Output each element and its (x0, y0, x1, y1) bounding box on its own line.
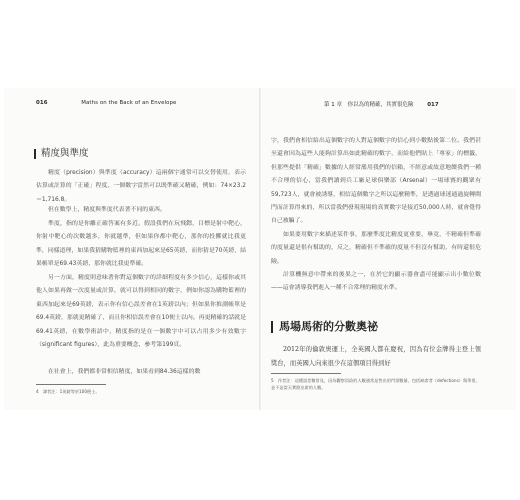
right-running-head (324, 100, 439, 108)
right-footnote: 5 作者注：這種誤差數常見，因為觀察員給的人數通常是售出的門票數量，包括缺席者（defections）與季票，並不是當天實際出席的人數。 (271, 378, 480, 390)
left-paragraph-1: 精度（precision）與準度（accuracy）這兩個字通常可以交替使用，表示估算或計算的「正確」程度，一個數字當然可以既準確又精確，例如：74×23.2＝1,716.8。 (36, 170, 246, 203)
left-paragraph-5: 在社會上，我們都非常相信精度，如果看到84.36這樣的數 (48, 369, 201, 375)
right-chapter-head: 第 1 章 你以為的精確，其實很危險 (324, 102, 414, 108)
section-title-precision: 精度與準度 (34, 149, 89, 159)
left-page-number: 016 (36, 100, 48, 106)
right-page-number: 017 (427, 102, 439, 108)
left-paragraph-4: 另一方面，精度則意味著你對這個數字的詳細程度有多少信心，這樣你或其他人如果再做一次度量或計算，就可以得到相同的數字，例如你認為購物籃裡的東西加起來是69英鎊，表示你有信心誤差會在1英鎊以內；但如果你推測帳單是69.4英鎊，那就更精確了，而且你相信誤差會在10便士以內。再更精確的話就是69.41英鎊，在數學術語中，精度指的是在一個數字中可以占用多少有效數字（significant figures），此為重要概念，參考第199頁。 (36, 275, 246, 349)
left-paragraph-2: 但在數學上，精度與準度代表著不同的東西。 (48, 207, 166, 213)
right-paragraph-1: 字，我們會相信給出這個數字的人對這個數字的信心到小數點後第二位。我們甚至還會因為這些人能夠計算出如此精確的數字，而給他們貼上「專家」的標籤，但那些提供「精確」數據的人經常濫用我們的信賴，不經意或故意地餵我們一種不合理的信心，當我們讀到兵工廠足球俱樂部（Arsenal）一場球賽的觀眾有59,723人，就會被誘導，相信這個數字之所以這麼精準，是透過球迷通過旋轉閘門而計算得來的，所以當我們發現現場的真實數字是接近50,000人時，就會覺得自己被騙了。 (271, 138, 481, 225)
section-title-dressage: 馬場馬術的分數奧祕 (271, 321, 378, 333)
left-footnote-rule (36, 384, 106, 385)
right-paragraph-3: 計算機無意中帶來的後果之一，在於它的顯示器會盡可能顯示出小數位數——這會誘導我們進入一種不合常理的精度水準。 (271, 272, 481, 292)
book-fold (259, 88, 261, 410)
right-paragraph-2: 如果要用數字來描述某件事，那麼準度比精度更重要，畢竟，不精確但準確的度量還是很有幫助的，反之，精確但不準確的度量不但沒有幫助，有時還很危險。 (271, 232, 481, 265)
right-body-paragraph: 2012年的倫敦奧運上，全英國人都在慶祝，因為有位金牌得主登上領獎台，而英國人向來很少在這個項目得到好 (271, 346, 481, 367)
left-header-title: Maths on the Back of an Envelope (81, 100, 177, 106)
left-paragraph-3: 準度，指的是你離正確答案有多近。假設我們在玩飛鏢，目標是射中靶心，你射中靶心的次數越多，你就越準，但如果你都中靶心，那你的投擲就比我更準，同樣道理，如果我猜購物籃裡的東西加起來是65英鎊，而你猜是70英鎊，結果帳單是69.43英鎊，那你就比我更準確。 (36, 221, 246, 268)
left-running-head (36, 100, 176, 106)
right-footnote-rule (271, 373, 341, 374)
left-footnote: 4 譯者注：1英鎊等於100便士。 (36, 389, 100, 394)
